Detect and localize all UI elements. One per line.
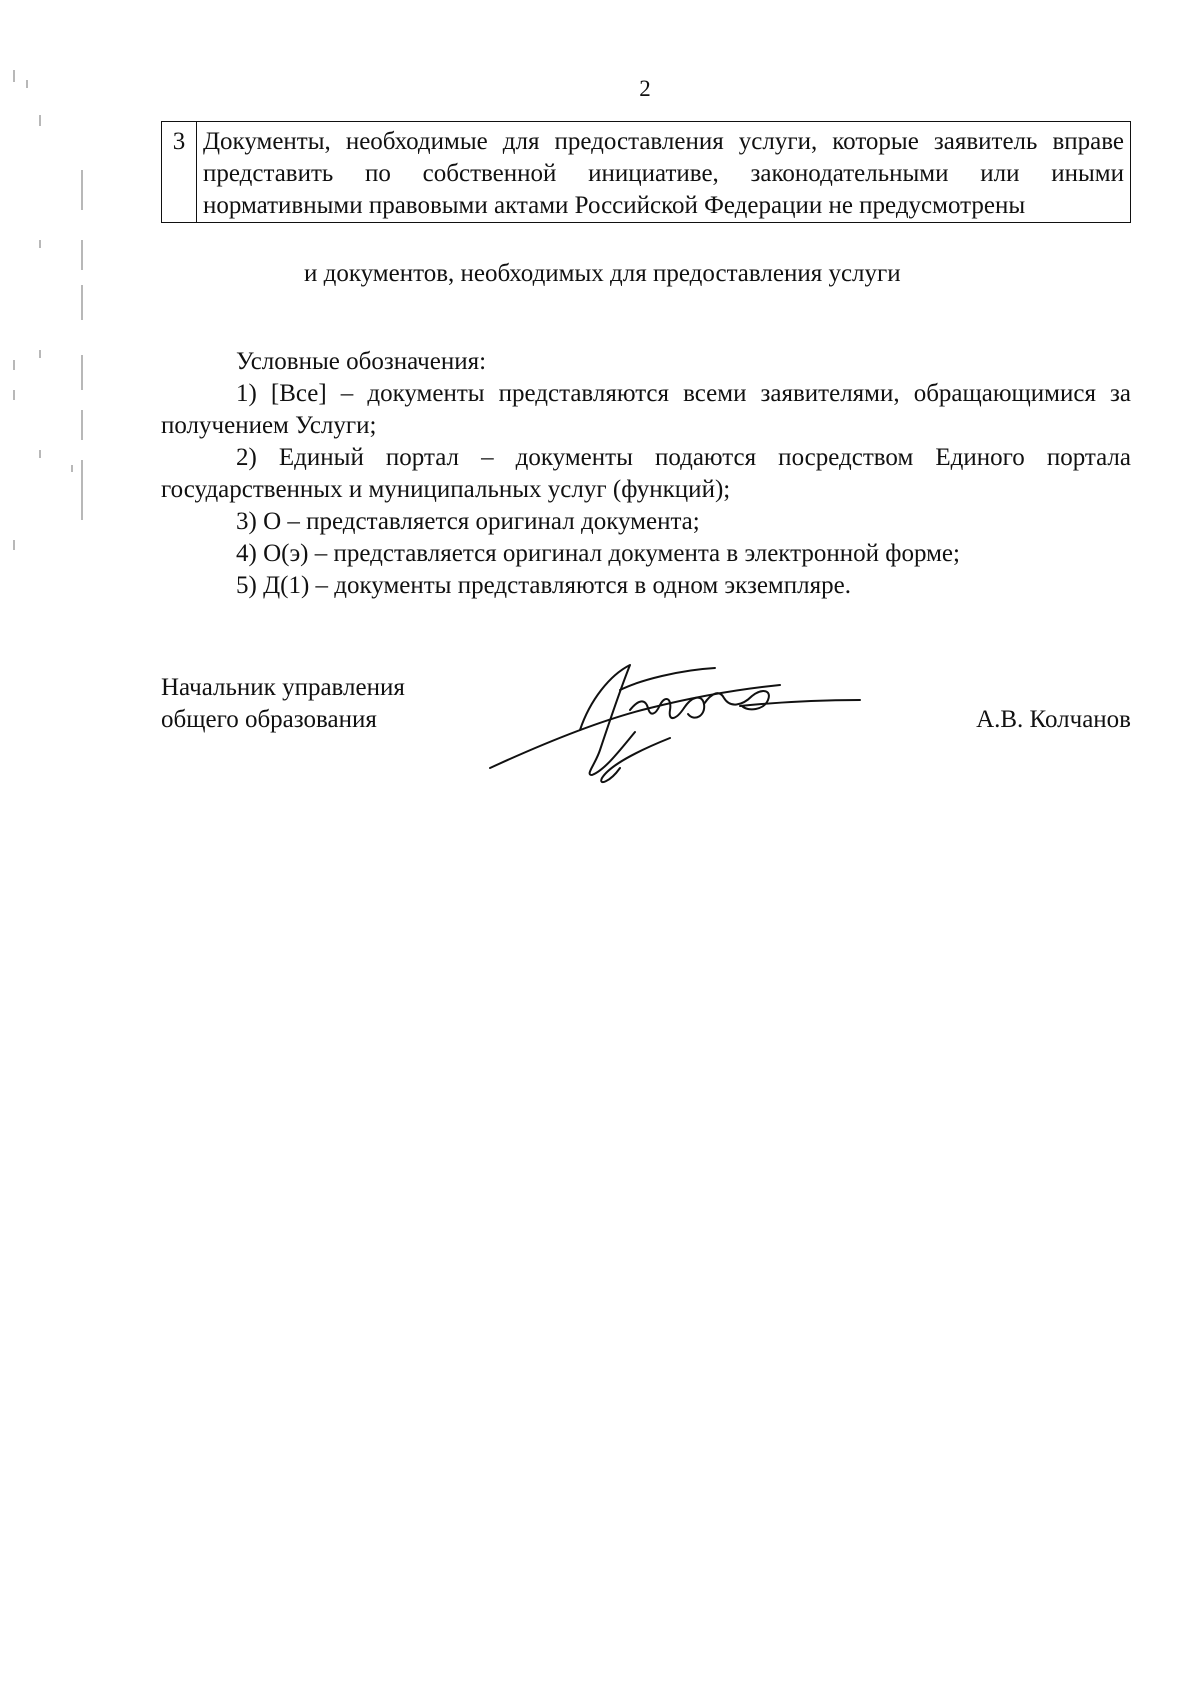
table-caption: и документов, необходимых для предоставления услуги bbox=[304, 260, 901, 287]
documents-table bbox=[161, 121, 1131, 223]
legend-item: 4) О(э) – представляется оригинал документа в электронной форме; bbox=[236, 540, 960, 567]
table-row bbox=[162, 122, 1131, 223]
handwritten-signature bbox=[480, 650, 880, 790]
legend bbox=[161, 346, 1131, 602]
row-text: Документы, необходимые для предоставления услуги, которые заявитель вправе представить по собственной инициативе, законодательными или иными нормативными правовыми актами Российской Федерации не предусмотрены bbox=[197, 122, 1131, 223]
legend-item: 5) Д(1) – документы представляются в одном экземпляре. bbox=[236, 572, 851, 599]
scan-margin-marks bbox=[0, 60, 100, 580]
signatory-position bbox=[161, 672, 405, 736]
legend-item: 3) О – представляется оригинал документа; bbox=[236, 508, 700, 535]
legend-item: 2) Единый портал – документы подаются посредством Единого портала государственных и муниципальных услуг (функций); bbox=[161, 444, 1131, 503]
row-number: 3 bbox=[162, 122, 197, 223]
position-line: общего образования bbox=[161, 706, 377, 733]
position-line: Начальник управления bbox=[161, 674, 405, 701]
legend-item: 1) [Все] – документы представляются всеми заявителями, обращающимися за получением Услуги; bbox=[161, 380, 1131, 439]
signatory-name: А.В. Колчанов bbox=[976, 706, 1131, 733]
page-number: 2 bbox=[639, 76, 651, 101]
legend-title: Условные обозначения: bbox=[236, 348, 487, 375]
